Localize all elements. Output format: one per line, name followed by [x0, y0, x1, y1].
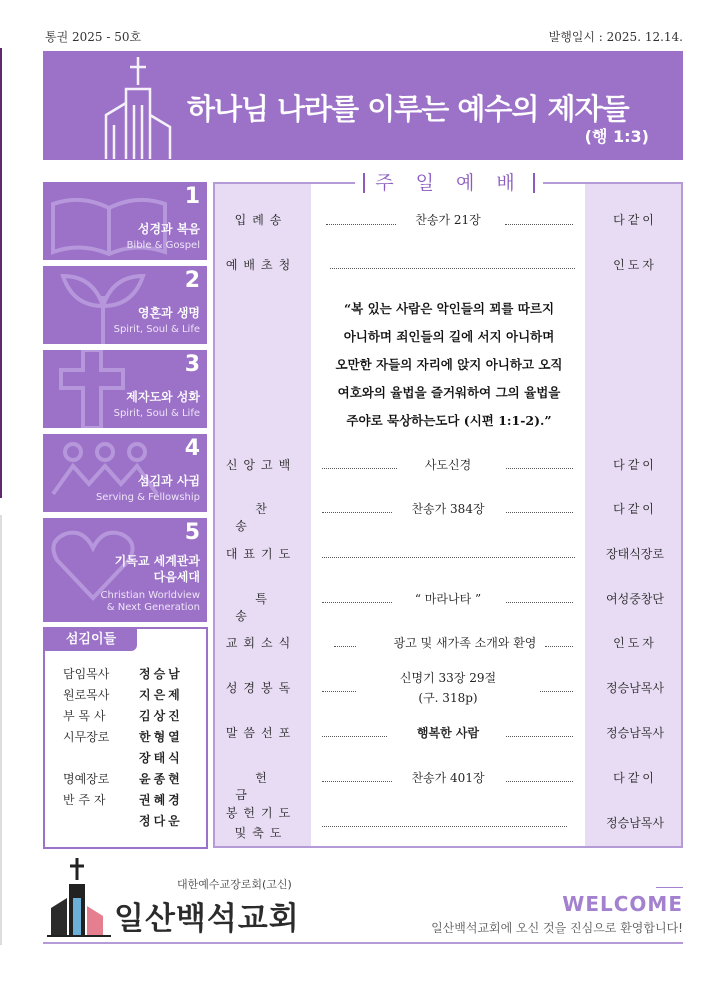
left-edge-bar	[0, 48, 2, 498]
staff-row	[63, 770, 203, 790]
section-title-en: Serving & Fellowship	[95, 492, 200, 503]
verse-line: 아니하며 죄인들의 길에 서지 아니하며	[343, 329, 555, 344]
order-person: 다같이	[613, 458, 657, 472]
staff-row	[63, 728, 203, 748]
staff-name: 권혜경	[139, 793, 183, 807]
section-title-ko: 영혼과 생명	[137, 306, 200, 320]
order-content: 신명기 33장 29절	[399, 671, 497, 685]
order-person: 인도자	[613, 258, 657, 272]
staff-role: 시무장로	[63, 730, 110, 744]
call-to-worship-verse	[313, 295, 585, 435]
staff-role: 부 목 사	[63, 709, 106, 723]
welcome-message: 일산백석교회에 오신 것을 진심으로 환영합니다!	[431, 921, 683, 935]
section-number: 2	[184, 268, 200, 293]
order-label: 예배초청	[225, 258, 297, 272]
staff-role: 반 주 자	[63, 793, 106, 807]
order-person: 인도자	[613, 636, 657, 650]
staff-name: 김상진	[139, 709, 183, 723]
staff-title: 섬김이들	[45, 629, 137, 651]
dot-leader	[506, 781, 573, 782]
section-number: 4	[184, 436, 200, 461]
order-content-line2: (구. 318p)	[418, 691, 478, 705]
dot-leader	[540, 691, 573, 692]
section-card-5	[43, 518, 207, 622]
staff-row	[63, 686, 203, 706]
volume-number: 통권 2025 - 50호	[45, 30, 142, 44]
section-card-3	[43, 350, 207, 428]
staff-role: 명예장로	[63, 772, 110, 786]
section-title-en: Christian Worldview	[100, 590, 200, 601]
order-label: 헌금	[235, 771, 307, 802]
church-name: 일산백석교회	[114, 901, 300, 937]
dot-leader	[506, 468, 573, 469]
order-label: 찬송	[235, 502, 307, 533]
sermon-title: 행복한 사람	[416, 726, 480, 740]
order-label: 교회소식	[225, 636, 297, 650]
banner-title: 하나님 나라를 이루는 예수의 제자들	[187, 92, 629, 126]
order-content: “ 마라나타 ”	[414, 592, 482, 606]
dot-leader	[506, 602, 573, 603]
verse-line: 주야로 묵상하는도다 (시편 1:1-2).”	[346, 413, 552, 428]
dot-leader	[322, 557, 575, 558]
section-title-en: Spirit, Soul & Life	[113, 324, 200, 335]
order-content: 찬송가 401장	[411, 771, 485, 785]
staff-row	[63, 812, 203, 832]
welcome-heading: WELCOME	[562, 892, 683, 916]
order-label: 신앙고백	[225, 458, 297, 472]
church-logo-icon	[47, 858, 111, 938]
section-title-en: Bible & Gospel	[126, 240, 200, 251]
staff-name: 윤종현	[139, 772, 183, 786]
staff-box	[43, 627, 208, 849]
title-bar-right	[533, 173, 535, 193]
order-person: 다같이	[613, 502, 657, 516]
order-label: 말씀선포	[225, 726, 297, 740]
order-label: 성경봉독	[225, 681, 297, 695]
staff-name: 지은제	[139, 688, 183, 702]
verse-line: 여호와의 율법을 즐거워하여 그의 율법을	[337, 385, 561, 400]
section-title-en-line2: & Next Generation	[106, 602, 200, 613]
church-outline-icon	[98, 55, 178, 159]
section-title-ko: 제자도와 성화	[126, 390, 200, 404]
title-bar-left	[363, 173, 365, 193]
dot-leader	[506, 736, 573, 737]
staff-name: 정승남	[139, 667, 183, 681]
section-card-4	[43, 434, 207, 512]
section-number: 5	[184, 520, 200, 545]
staff-name: 장태식	[139, 751, 183, 765]
order-person: 정승남목사	[606, 726, 664, 740]
section-number: 3	[184, 352, 200, 377]
order-person: 정승남목사	[606, 681, 664, 695]
verse-line: “복 있는 사람은 악인들의 꾀를 따르지	[343, 301, 555, 316]
section-card-1	[43, 182, 207, 260]
order-person: 장태식장로	[606, 547, 664, 561]
worship-title-text: 주 일 예 배	[375, 172, 523, 194]
section-card-2	[43, 266, 207, 344]
staff-role: 원로목사	[63, 688, 110, 702]
order-person: 여성중창단	[606, 592, 664, 606]
staff-row	[63, 749, 203, 769]
section-number: 1	[184, 184, 200, 209]
order-label: 특송	[235, 592, 307, 623]
dot-leader	[322, 826, 567, 827]
staff-role: 담임목사	[63, 667, 110, 681]
publish-date: 발행일시 : 2025. 12.14.	[548, 30, 683, 44]
title-banner	[43, 51, 683, 160]
order-person: 다같이	[613, 213, 657, 227]
welcome-rule	[656, 887, 683, 888]
section-title-ko: 섬김과 사귐	[137, 474, 200, 488]
order-content: 광고 및 새가족 소개와 환영	[393, 636, 537, 650]
order-label-line2: 및축도	[234, 826, 288, 840]
section-title-ko: 성경과 복음	[137, 222, 200, 236]
order-label: 봉헌기도	[225, 806, 297, 820]
section-title-ko-line2: 다음세대	[153, 570, 200, 584]
worship-title	[355, 170, 543, 196]
order-person: 다같이	[613, 771, 657, 785]
staff-row	[63, 791, 203, 811]
left-edge-bar-lower	[0, 515, 2, 945]
staff-name: 정다운	[139, 814, 183, 828]
section-title-en: Spirit, Soul & Life	[113, 408, 200, 419]
dot-leader	[330, 268, 575, 269]
verse-line: 오만한 자들의 자리에 앉지 아니하고 오직	[335, 357, 563, 372]
denomination-name: 대한예수교장로회(고신)	[177, 878, 292, 891]
section-title-ko: 기독교 세계관과	[114, 554, 200, 568]
dot-leader	[505, 224, 573, 225]
staff-name: 한형열	[139, 730, 183, 744]
order-content: 찬송가 21장	[415, 213, 481, 227]
dot-leader	[506, 512, 573, 513]
banner-reference: (행 1:3)	[584, 127, 649, 146]
order-person: 정승남목사	[606, 816, 664, 830]
order-content: 찬송가 384장	[411, 502, 485, 516]
staff-row	[63, 665, 203, 685]
order-label: 입례송	[234, 213, 288, 227]
order-content: 사도신경	[424, 458, 472, 472]
dot-leader	[545, 646, 573, 647]
staff-row	[63, 707, 203, 727]
order-label: 대표기도	[225, 547, 297, 561]
footer-rule	[43, 942, 683, 944]
